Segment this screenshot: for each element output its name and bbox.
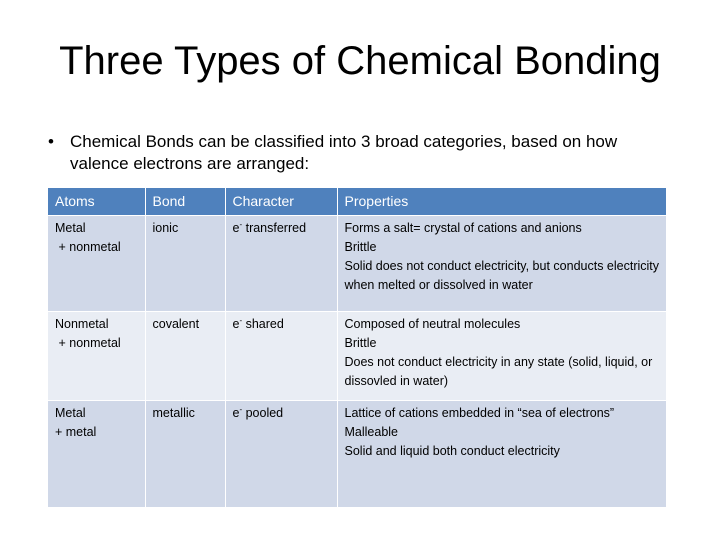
property-line: Forms a salt= crystal of cations and anions xyxy=(344,221,582,235)
atoms-line: + metal xyxy=(55,425,97,439)
bullet-text: Chemical Bonds can be classified into 3 broad categories, based on how valence electrons are arranged: xyxy=(70,132,618,173)
table-row-covalent xyxy=(48,312,666,401)
electron-symbol: e xyxy=(232,317,240,331)
cell-character xyxy=(225,312,337,401)
property-line: Malleable xyxy=(344,425,399,439)
property-line: Solid and liquid both conduct electricity xyxy=(344,444,560,458)
property-line: Brittle xyxy=(344,336,377,350)
cell-character xyxy=(225,216,337,312)
property-line: Solid does not conduct electricity, but conducts electricity when melted or dissolved in water xyxy=(344,259,660,292)
character-text: pooled xyxy=(242,406,284,420)
electron-symbol: e xyxy=(232,406,240,420)
atoms-line: Metal xyxy=(55,406,86,420)
atoms-line: + nonmetal xyxy=(55,336,121,350)
bonding-table xyxy=(48,188,666,507)
table-row-metallic xyxy=(48,401,666,508)
cell-bond: ionic xyxy=(145,216,225,312)
atoms-line: + nonmetal xyxy=(55,240,121,254)
header-character: Character xyxy=(225,188,337,216)
slide-title: Three Types of Chemical Bonding xyxy=(59,39,661,83)
cell-properties xyxy=(337,401,666,508)
table-header-row xyxy=(48,188,666,216)
header-bond: Bond xyxy=(145,188,225,216)
electron-charge: - xyxy=(239,404,243,414)
table-row-ionic xyxy=(48,216,666,312)
cell-atoms xyxy=(48,401,145,508)
bullet-point xyxy=(48,131,678,175)
header-properties: Properties xyxy=(337,188,666,216)
cell-character xyxy=(225,401,337,508)
electron-charge: - xyxy=(239,315,243,325)
cell-atoms xyxy=(48,216,145,312)
electron-charge: - xyxy=(239,219,243,229)
character-text: shared xyxy=(242,317,284,331)
property-line: Composed of neutral molecules xyxy=(344,317,521,331)
header-atoms: Atoms xyxy=(48,188,145,216)
character-text: transferred xyxy=(242,221,307,235)
cell-bond: covalent xyxy=(145,312,225,401)
atoms-line: Nonmetal xyxy=(55,317,109,331)
cell-properties xyxy=(337,216,666,312)
cell-properties xyxy=(337,312,666,401)
property-line: Does not conduct electricity in any state (solid, liquid, or dissovled in water) xyxy=(344,355,653,388)
bullet-icon: • xyxy=(48,132,54,151)
property-line: Brittle xyxy=(344,240,377,254)
atoms-line: Metal xyxy=(55,221,86,235)
cell-bond: metallic xyxy=(145,401,225,508)
property-line: Lattice of cations embedded in “sea of electrons” xyxy=(344,406,615,420)
cell-atoms xyxy=(48,312,145,401)
electron-symbol: e xyxy=(232,221,240,235)
